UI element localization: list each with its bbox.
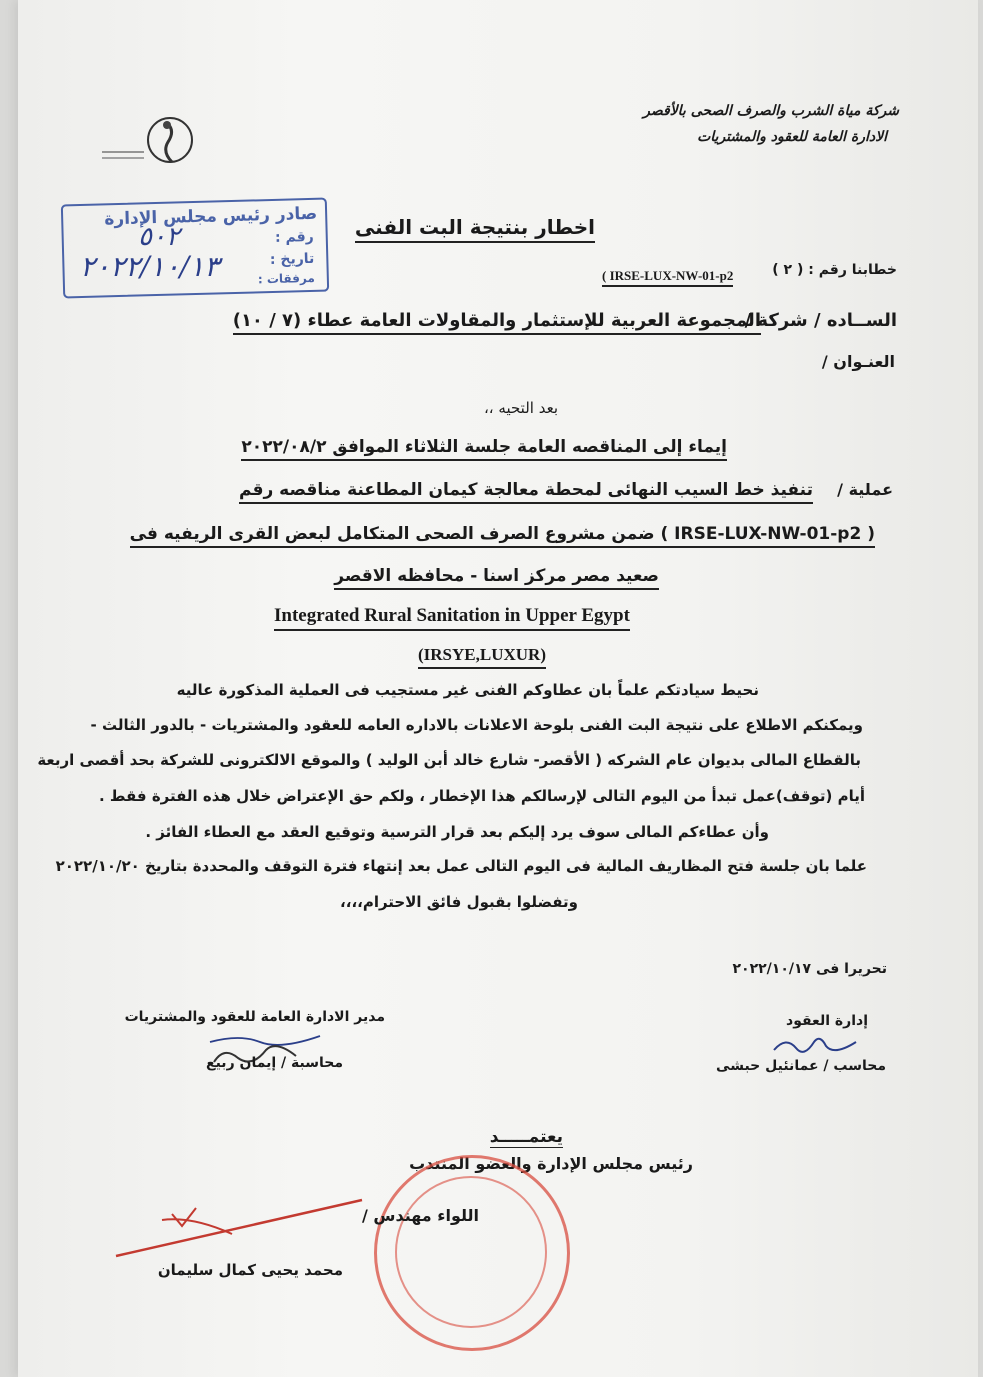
stamp-date-label: تاريخ : [269,250,315,269]
letter-number-value [602,268,733,284]
paragraph-5: وأن عطاءكم المالى سوف يرد إليكم بعد قرار الترسية وتوقيع العقد مع العطاء الفائز . [145,823,769,841]
outgoing-stamp [61,198,329,299]
letter-number-label: خطابنا رقم : ( ٢ ) [772,262,897,278]
paragraph-1: نحيط سيادتكم علماً بان عطاوكم الفنى غير مستجيب فى العملية المذكورة عاليه [176,681,759,699]
stamp-number-label: رقم : [274,228,314,246]
closing: وتفضلوا بقبول فائق الاحترام،،،، [340,893,578,911]
paragraph-6: علما بان جلسة فتح المظاريف المالية فى اليوم التالى عمل بعد إنتهاء فترة التوقف والمحددة بتاريخ ٢٠٢٢/١٠/٢٠ [55,857,867,875]
operation-line-2: ( IRSE-LUX-NW-01-p2 ) ضمن مشروع الصرف الصحى المتكامل لبعض القرى الريفيه فى [130,524,875,548]
company-logo-icon [100,112,196,170]
chairman-title: رئيس مجلس الإدارة والعضو المنتدب [409,1154,693,1173]
project-name-en: Integrated Rural Sanitation in Upper Egypt [274,605,630,631]
stamp-date-value: ٢٠٢٢/١٠/١٣ [80,250,220,283]
department-name: الادارة العامة للعقود والمشتريات [697,129,887,145]
stamp-attachments-label: مرفقات : [257,270,316,287]
address-label: العنـوان / [821,352,895,371]
company-name: شركة مياة الشرب والصرف الصحى بالأقصر [643,103,899,119]
manager-name: محاسبة / إيمان ربيع [206,1055,343,1071]
page-title: اخطار بنتيجة البت الفنى [355,215,595,243]
approve-label: يعتمـــــد [489,1127,563,1147]
operation-line-1: تنفيذ خط السيب النهائى لمحطة معالجة كيمان المطاعنة مناقصه رقم [239,480,813,504]
general-label: اللواء مهندس / [361,1206,479,1225]
written-date: تحريرا فى ٢٠٢٢/١٠/١٧ [732,961,887,977]
recipient-label: الســاده / شركة / [744,310,897,331]
operation-label: عملية / [837,480,893,499]
contracts-dept-label: إدارة العقود [786,1013,868,1029]
stamp-title: صادر رئيس مجلس الإدارة [104,203,318,230]
recipient-name: المجموعة العربية للإستثمار والمقاولات العامة عطاء (٧ / ١٠) [233,310,761,335]
chairman-name: محمد يحيى كمال سليمان [157,1261,343,1279]
stamp-number-value: ٥٠٢ [138,222,180,252]
paragraph-3: بالقطاع المالى بديوان عام الشركه ( الأقصر- شارع خالد أبن الوليد ) والموقع الالكترونى للشركة بحد أقصى اربعة [37,751,861,769]
accountant-name: محاسب / عمانئيل حبشى [716,1058,886,1074]
company-seal [374,1155,570,1351]
paragraph-4: أيام (توقف)عمل تبدأ من اليوم التالى لإرسالكم هذا الإخطار ، ولكم حق الإعتراض خلال هذه الفترة فقط . [99,787,865,805]
reference-line: إيماء إلى المناقصه العامة جلسة الثلاثاء الموافق ٢٠٢٢/٠٨/٢ [241,437,727,461]
project-code: (IRSYE,LUXUR) [418,645,546,669]
greeting: بعد التحيه ،، [483,399,558,417]
paragraph-2: ويمكنكم الاطلاع على نتيجة البت الفنى بلوحة الاعلانات بالاداره العامه للعقود والمشتريات - بالدور الثالث - [90,716,863,734]
operation-line-3: صعيد مصر مركز اسنا - محافظه الاقصر [334,566,659,590]
chairman-signature-icon [112,1196,372,1266]
accountant-signature-icon [770,1030,860,1060]
manager-title: مدير الادارة العامة للعقود والمشتريات [124,1009,385,1025]
letter-number-code: ( IRSE-LUX-NW-01-p2 [602,268,733,287]
